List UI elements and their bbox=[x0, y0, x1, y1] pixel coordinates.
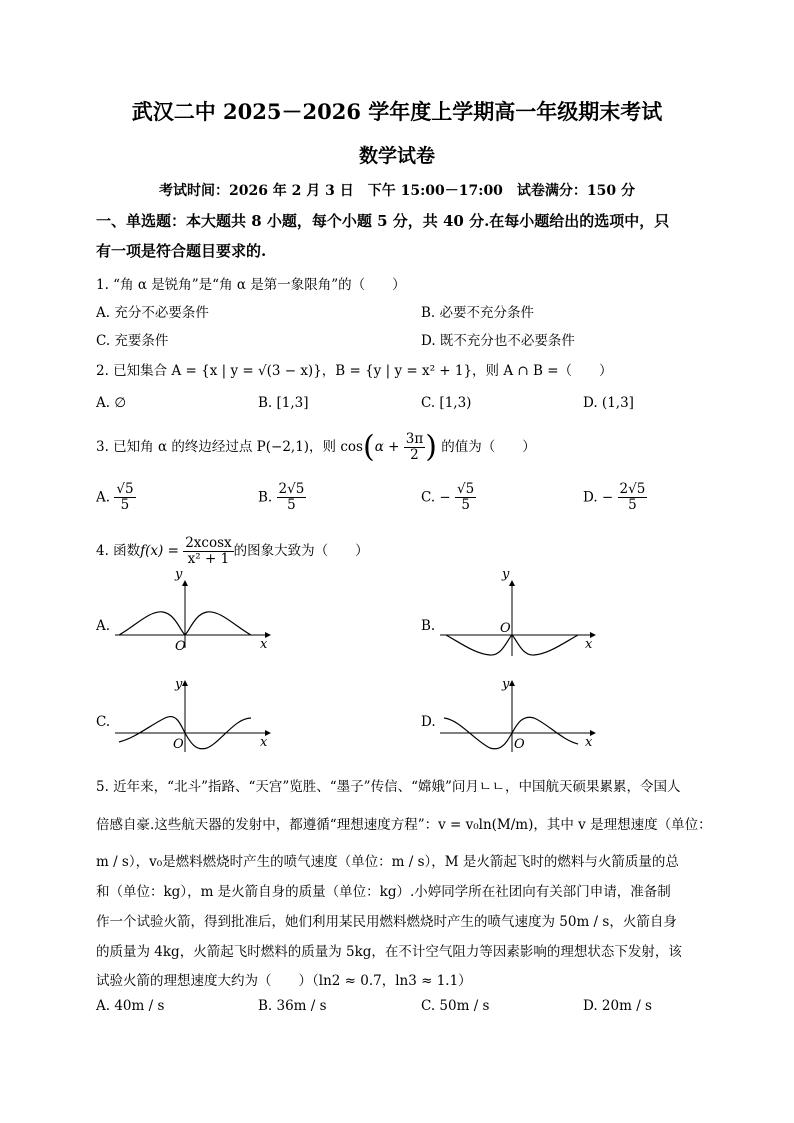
x-label: x bbox=[585, 735, 593, 750]
y-axis-arrow bbox=[182, 680, 188, 686]
origin-label: O bbox=[500, 621, 511, 636]
q5-line7: 试验火箭的理想速度大约为（ ）（ln2 ≈ 0.7，ln3 ≈ 1.1） bbox=[96, 973, 472, 989]
section-heading-line2: 有一项是符合题目要求的. bbox=[96, 242, 267, 260]
q3-c-label: C. − bbox=[421, 489, 451, 506]
q4-fx: f(x) = bbox=[140, 543, 179, 559]
q3-stem-pre: 3. 已知角 α 的终边经过点 P(−2,1)，则 bbox=[96, 439, 337, 455]
q1-option-c: C. 充要条件 bbox=[96, 333, 169, 349]
q4-graph-a bbox=[115, 567, 275, 654]
q1-option-a: A. 充分不必要条件 bbox=[96, 305, 209, 321]
q4-option-d-label: D. bbox=[421, 714, 436, 730]
q3-b-frac bbox=[277, 482, 307, 513]
q5-line6: 的质量为 4kg，火箭起飞时燃料的质量为 5kg，在不计空气阻力等因素影响的理想状态下发射，该 bbox=[96, 944, 682, 960]
q3-cos: cos bbox=[340, 439, 363, 455]
q1-option-b: B. 必要不充分条件 bbox=[421, 305, 535, 321]
q3-option-a bbox=[96, 482, 136, 513]
q3-d-num: 2√5 bbox=[619, 481, 646, 497]
q5-option-d: D. 20m / s bbox=[583, 998, 652, 1014]
q5-line4: 和（单位：kg），m 是火箭自身的质量（单位：kg）.小婷同学所在社团向有关部门申请，准备制 bbox=[96, 884, 671, 900]
q3-a-den: 5 bbox=[120, 496, 130, 513]
q3-b-num: 2√5 bbox=[278, 481, 305, 497]
q3-stem bbox=[96, 428, 536, 467]
q3-option-b bbox=[258, 482, 306, 513]
q4-option-c-label: C. bbox=[96, 714, 111, 730]
y-label: y bbox=[502, 567, 510, 582]
q3-a-frac bbox=[114, 482, 135, 513]
q3-fraction bbox=[404, 432, 425, 463]
origin-label: O bbox=[514, 737, 525, 752]
q3-stem-post: 的值为（ ） bbox=[441, 439, 536, 455]
q4-option-b-label: B. bbox=[421, 618, 436, 634]
q4-option-a-label: A. bbox=[96, 618, 111, 634]
q4-frac-den: x² + 1 bbox=[187, 551, 230, 567]
q1-option-d: D. 既不充分也不必要条件 bbox=[421, 333, 575, 349]
y-axis-arrow bbox=[509, 580, 515, 586]
q3-b-label: B. bbox=[258, 489, 273, 506]
exam-info: 考试时间：2026 年 2 月 3 日 下午 15:00－17:00 试卷满分：150 分 bbox=[158, 183, 636, 199]
q1-stem: 1. “角 α 是锐角”是“角 α 是第一象限角”的（ ） bbox=[96, 277, 406, 293]
q2-stem: 2. 已知集合 A = {x | y = √(3 − x)}，B = {y | y = x² + 1}，则 A ∩ B =（ ） bbox=[96, 363, 613, 379]
q5-option-b: B. 36m / s bbox=[258, 998, 327, 1014]
q3-d-frac bbox=[618, 482, 648, 513]
q4-stem-post: 的图象大致为（ ） bbox=[233, 543, 369, 559]
q3-a-num: √5 bbox=[116, 481, 134, 497]
q4-graph-b bbox=[440, 567, 600, 658]
y-axis-arrow bbox=[182, 580, 188, 586]
q3-d-den: 5 bbox=[628, 496, 637, 513]
section-heading-line1: 一、单选题：本大题共 8 小题，每个小题 5 分，共 40 分.在每小题给出的选项中，只 bbox=[96, 212, 670, 230]
q3-frac-num: 3π bbox=[405, 431, 424, 448]
q5-option-c: C. 50m / s bbox=[421, 998, 490, 1014]
q4-stem bbox=[96, 532, 369, 570]
y-label: y bbox=[502, 677, 510, 692]
q2-option-a: A. ∅ bbox=[96, 395, 127, 411]
q3-alpha: α + bbox=[374, 439, 400, 455]
q5-line1: 5. 近年来，“北斗”指路、“天宫”览胜、“墨子”传信、“嫦娥”问月ㄴㄴ，中国航天硕果累累，令国人 bbox=[96, 779, 681, 795]
x-label: x bbox=[585, 637, 593, 652]
q3-left-paren: ( bbox=[362, 429, 375, 465]
x-label: x bbox=[260, 735, 268, 750]
origin-label: O bbox=[173, 737, 184, 752]
y-label: y bbox=[175, 677, 183, 692]
x-label: x bbox=[260, 637, 268, 652]
q3-d-label: D. − bbox=[583, 489, 614, 506]
q3-c-den: 5 bbox=[461, 496, 470, 513]
q5-line5: 作一个试验火箭，得到批准后，她们利用某民用燃料燃烧时产生的喷气速度为 50m / s，火箭自身 bbox=[96, 914, 677, 930]
q4-stem-pre: 4. 函数 bbox=[96, 543, 141, 559]
q3-option-d bbox=[583, 482, 647, 513]
q5-option-a: A. 40m / s bbox=[96, 998, 165, 1014]
q3-c-frac bbox=[455, 482, 476, 513]
exam-title: 武汉二中 2025－2026 学年度上学期高一年级期末考试 bbox=[131, 99, 663, 124]
q5-line3: m / s），v₀是燃料燃烧时产生的喷气速度（单位：m / s），M 是火箭起飞时的燃料与火箭质量的总 bbox=[96, 854, 679, 870]
q4-fraction bbox=[183, 536, 233, 567]
q2-option-c: C. [1,3) bbox=[421, 395, 472, 411]
y-axis-arrow bbox=[509, 680, 515, 686]
y-label: y bbox=[175, 567, 183, 582]
q3-frac-den: 2 bbox=[410, 447, 419, 463]
q4-graph-c bbox=[115, 676, 275, 756]
origin-label: O bbox=[175, 639, 186, 654]
q4-frac-num: 2xcosx bbox=[185, 535, 232, 552]
q2-option-b: B. [1,3] bbox=[258, 395, 309, 411]
q4-graph-d bbox=[440, 676, 600, 756]
q3-b-den: 5 bbox=[287, 496, 296, 513]
q3-right-paren: ) bbox=[425, 429, 437, 465]
q2-option-d: D. (1,3] bbox=[583, 395, 634, 411]
q3-option-c bbox=[421, 482, 476, 513]
q3-a-label: A. bbox=[96, 489, 111, 506]
exam-subtitle: 数学试卷 bbox=[358, 145, 435, 167]
q3-c-num: √5 bbox=[457, 481, 475, 497]
q5-line2: 倍感自豪.这些航天器的发射中，都遵循“理想速度方程”：v = v₀ln(M/m)，其中 v 是理想速度（单位： bbox=[96, 817, 712, 833]
